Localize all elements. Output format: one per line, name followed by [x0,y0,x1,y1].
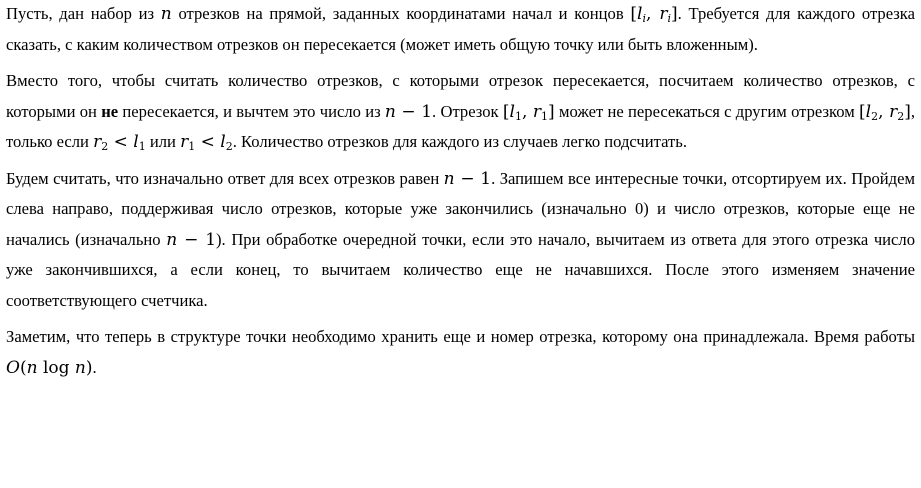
text-run: может не пересекаться с другим отрезком [554,101,860,121]
emphasis-text: не [101,101,119,121]
text-run: пересекается, и вычтем это число из [118,101,385,121]
text-run: . Запишем все интересные точки, отсортируем их. Пройдем слева направо, поддерживая число отрезков, которые уже закончились (изначально 0) и число отрезков, которые еще не начались (изначально [6,168,915,249]
text-run: . Количество отрезков для каждого из случаев легко подсчитать. [232,132,688,151]
text-run: . [92,357,97,377]
text-run: . Отрезок [432,101,503,121]
text-run: ). При обработке очередной точки, если это начало, вычитаем из ответа для этого отрезка число уже закончившихся, а если конец, то вычитаем количество еще не начавшихся. После этого изменяем значение соответствующего счетчика. [6,229,915,310]
math-complexity: O(n log n) [6,357,93,378]
text-run: Пусть, дан набор из [6,4,161,23]
math-segment-li-ri: [$l_i$, $r_i$] [630,4,678,25]
math-segment-l1-r1: [$l_1$, $r_1$] [502,101,555,123]
text-run: , только если [6,101,915,151]
math-segment-l2-r2: [$l_2$, $r_2$] [859,101,911,123]
math-r2-less-l1: $r_2 < l_1$ [93,132,146,153]
text-run: Будем считать, что изначально ответ для всех отрезков равен [6,168,444,188]
math-r1-less-l2: $r_1 < l_2$ [180,132,233,153]
text-run: отрезков на прямой, заданных координатами начал и концов [171,4,631,23]
paragraph-problem-statement [6,0,915,60]
text-run: Вместо того, чтобы считать количество отрезков, с которыми отрезок пересекается, посчитаем количество отрезков, с которыми он [6,71,915,121]
math-n-minus-1: n − 1 [384,101,433,122]
paragraph-complexity [6,322,915,383]
paragraph-sweep-algorithm [6,164,915,317]
text-run: Заметим, что теперь в структуре точки необходимо хранить еще и номер отрезка, которому она принадлежала. Время работы [6,327,915,346]
text-run: . Требуется для каждого отрезка сказать, с каким количеством отрезков он пересекается (может иметь общую точку или быть вложенным). [6,4,915,54]
math-n-minus-1: n − 1 [443,168,492,189]
math-n-minus-1: n − 1 [166,229,217,250]
paragraph-complement-idea [6,66,915,158]
math-n: n [160,4,172,24]
text-run: или [145,132,181,151]
